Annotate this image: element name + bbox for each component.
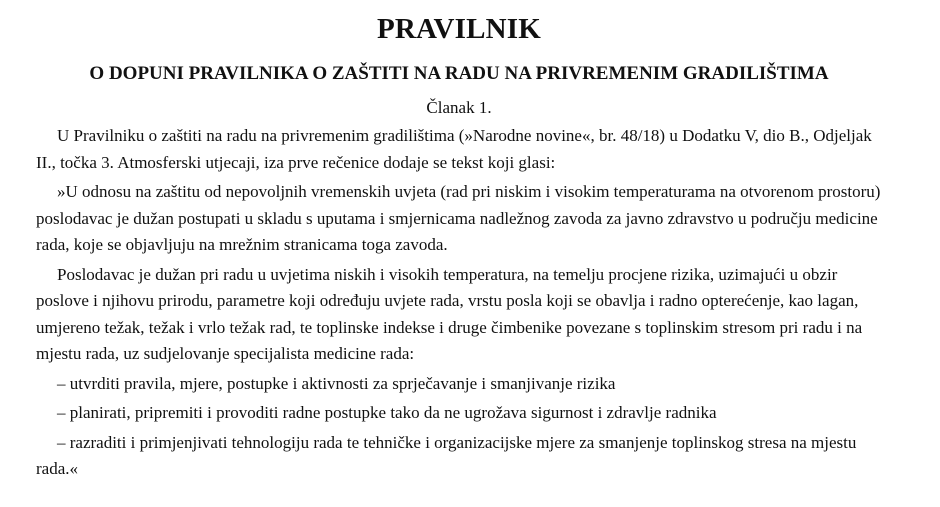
document-subtitle: O DOPUNI PRAVILNIKA O ZAŠTITI NA RADU NA PRIVREMENIM GRADILIŠTIMA [89,63,829,84]
paragraph-amendment-intro: U Pravilniku o zaštiti na radu na privremenim gradilištima (»Narodne novine«, br. 48/18) u Dodatku V, dio B., Odjeljak II., točka 3. Atmosferski utjecaji, iza prve rečenice dodaje se tekst koji glasi: [36,126,872,172]
list-item-technology: – razraditi i primjenjivati tehnologiju rada te tehničke i organizacijske mjere za smanjenje toplinskog stresa na mjestu rada.« [36,432,857,478]
list-item-rules: – utvrditi pravila, mjere, postupke i aktivnosti za sprječavanje i smanjivanje rizika [57,373,616,393]
paragraph-employer-duties: Poslodavac je dužan pri radu u uvjetima niskih i visokih temperatura, na temelju procjene rizika, uzimajući u obzir poslove i njihovu prirodu, parametre koji određuju uvjete rada, vrstu posla koji se obavlja i radno opterećenje, kao lagan, umjereno težak, težak i vrlo težak rad, te toplinske indekse i druge čimbenike povezane s toplinskim stresom pri radu i na mjestu rada, uz sudjelovanje specijalista medicine rada: [36,264,863,363]
list-item-planning: – planirati, pripremiti i provoditi radne postupke tako da ne ugrožava sigurnost i zdravlje radnika [57,403,717,422]
document-title: PRAVILNIK [376,13,542,45]
paragraph-weather-protection: »U odnosu na zaštitu od nepovoljnih vremenskih uvjeta (rad pri niskim i visokim temperaturama na otvorenom prostoru) poslodavac je dužan postupati u skladu s uputama i smjernicama nadležnog zavoda za javno zdravstvo u području medicine rada, koje se objavljuju na mrežnim stranicama toga zavoda. [36,182,881,254]
article-heading: Članak 1. [426,98,492,117]
